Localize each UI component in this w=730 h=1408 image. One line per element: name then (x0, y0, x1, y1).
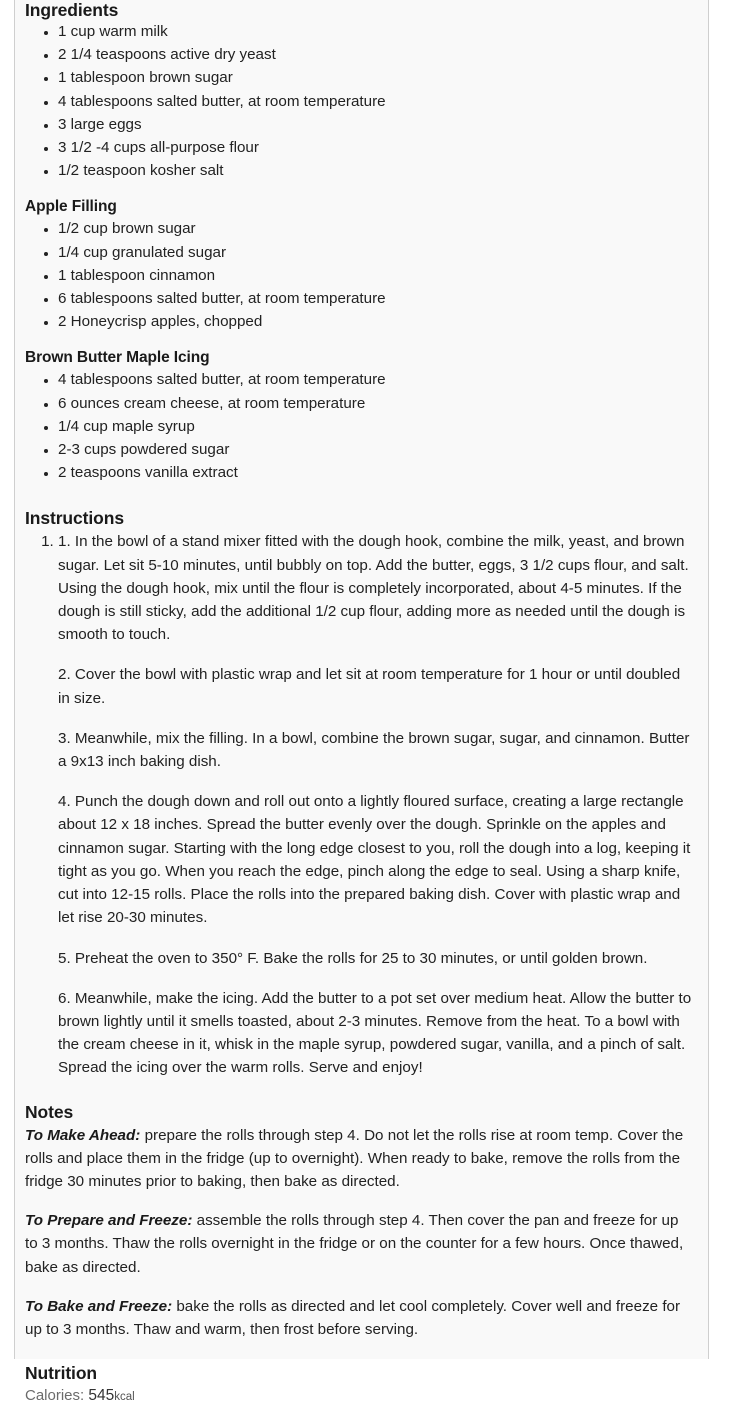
notes-heading: Notes (25, 1101, 74, 1122)
instruction-step: 1. 1. In the bowl of a stand mixer fitted with the dough hook, combine the milk, yeast, and brown sugar. Let sit 5-10 minutes, until bubbly on top. Add the butter, eggs, 3 1/2 cups flour, and salt. Using the dough hook, mix until the flour is completely incorporated, about 4-5 minutes. If the dough is still sticky, add the additional 1/2 cup flour, adding more as needed until the dough is smooth to touch. (58, 533, 689, 644)
spacer (25, 484, 694, 508)
note-label: To Make Ahead: (25, 1126, 141, 1144)
list-item: • 2 1/4 teaspoons active dry yeast (58, 43, 694, 66)
note-paragraph (25, 1295, 694, 1341)
spacer (25, 1080, 694, 1102)
list-item: • 1/2 cup brown sugar (58, 217, 694, 240)
calories-line (25, 1385, 694, 1408)
note-label: To Bake and Freeze: (25, 1297, 173, 1315)
spacer (25, 333, 694, 347)
ingredients-list-icing (25, 368, 694, 484)
instruction-item (58, 530, 694, 1079)
list-item: • 3 large eggs (58, 113, 694, 136)
apple-filling-heading: Apple Filling (25, 198, 117, 216)
note-text: assemble the rolls through step 4. Then cover the pan and freeze for up to 3 months. Thaw the rolls overnight in the fridge or on the counter for a few hours. Once thawed, bake as directed. (25, 1212, 684, 1276)
list-item: • 1/2 teaspoon kosher salt (58, 159, 694, 182)
calories-value: 545 (88, 1387, 115, 1405)
list-item: • 4 tablespoons salted butter, at room temperature (58, 368, 694, 391)
ingredients-heading: Ingredients (25, 0, 119, 20)
instruction-step: 2. Cover the bowl with plastic wrap and let sit at room temperature for 1 hour or until doubled in size. (58, 666, 681, 707)
ingredients-list-apple-filling (25, 217, 694, 333)
ingredients-section (25, 0, 694, 484)
list-item: • 3 1/2 -4 cups all-purpose flour (58, 136, 694, 159)
brown-butter-maple-icing-heading: Brown Butter Maple Icing (25, 349, 210, 367)
list-item: • 6 ounces cream cheese, at room temperature (58, 392, 694, 415)
list-item: • 1 tablespoon cinnamon (58, 264, 694, 287)
list-item: • 2-3 cups powdered sugar (58, 438, 694, 461)
list-item: • 1 tablespoon brown sugar (58, 66, 694, 89)
notes-section (25, 1102, 694, 1342)
calories-unit: kcal (114, 1391, 135, 1404)
instruction-step: 6. Meanwhile, make the icing. Add the butter to a pot set over medium heat. Allow the butter to brown lightly until it smells toasted, about 2-3 minutes. Remove from the heat. To a bowl with the cream cheese in it, whisk in the maple syrup, powdered sugar, vanilla, and a pinch of salt. Spread the icing over the warm rolls. Serve and enjoy! (58, 989, 692, 1077)
ingredients-list-base (25, 20, 694, 182)
note-paragraph (25, 1209, 694, 1279)
list-item: • 1 cup warm milk (58, 20, 694, 43)
list-item: • 2 Honeycrisp apples, chopped (58, 310, 694, 333)
nutrition-section (25, 1363, 694, 1408)
list-item: • 6 tablespoons salted butter, at room temperature (58, 287, 694, 310)
nutrition-heading: Nutrition (25, 1363, 97, 1384)
note-paragraph (25, 1124, 694, 1194)
note-text: bake the rolls as directed and let cool completely. Cover well and freeze for up to 3 months. Thaw and warm, then frost before serving. (25, 1297, 681, 1338)
instructions-list (25, 530, 694, 1079)
list-item: • 4 tablespoons salted butter, at room temperature (58, 90, 694, 113)
list-item: • 2 teaspoons vanilla extract (58, 461, 694, 484)
list-item: • 1/4 cup maple syrup (58, 415, 694, 438)
recipe-card (14, 0, 709, 1405)
list-item: • 1/4 cup granulated sugar (58, 241, 694, 264)
calories-label: Calories: (25, 1387, 85, 1405)
instructions-heading: Instructions (25, 508, 124, 529)
spacer (25, 1341, 694, 1363)
instructions-section (25, 508, 694, 1079)
note-label: To Prepare and Freeze: (25, 1212, 193, 1230)
instruction-step: 3. Meanwhile, mix the filling. In a bowl, combine the brown sugar, sugar, and cinnamon. Butter a 9x13 inch baking dish. (58, 729, 690, 771)
spacer (25, 182, 694, 196)
instruction-step: 5. Preheat the oven to 350° F. Bake the rolls for 25 to 30 minutes, or until golden brown. (58, 949, 648, 967)
notes-body (25, 1124, 694, 1342)
instruction-step: 4. Punch the dough down and roll out onto a lightly floured surface, creating a large rectangle about 12 x 18 inches. Spread the butter evenly over the dough. Sprinkle on the apples and cinnamon sugar. Starting with the long edge closest to you, roll the dough into a log, keeping it tight as you go. When you reach the edge, pinch along the edge to seal. Using a sharp knife, cut into 12-15 rolls. Place the rolls into the prepared baking dish. Cover with plastic wrap and let rise 20-30 minutes. (58, 793, 691, 927)
note-text: prepare the rolls through step 4. Do not let the rolls rise at room temp. Cover the rolls and place them in the fridge (up to overnight). When ready to bake, remove the rolls from the fridge 30 minutes prior to baking, then bake as directed. (25, 1126, 684, 1190)
